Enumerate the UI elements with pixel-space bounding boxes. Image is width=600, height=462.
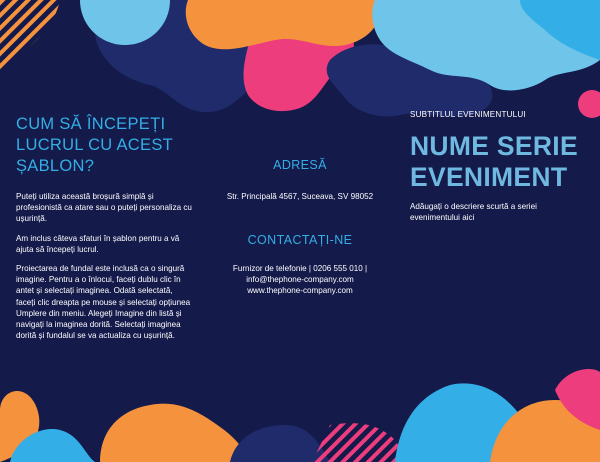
intro-paragraph: Puteți utiliza această broșură simplă și profesionistă ca atare sau o puteți personaliza cu ușurință. bbox=[16, 192, 192, 224]
contact-heading: CONTACTAȚI-NE bbox=[247, 233, 353, 247]
tips-paragraph: Am inclus câteva sfaturi în șablon pentru a vă ajuta să începeți lucrul. bbox=[16, 233, 180, 254]
right-panel bbox=[410, 110, 585, 223]
left-panel bbox=[16, 114, 192, 349]
orange-blob-bottom bbox=[100, 404, 250, 462]
stripes-top-left bbox=[0, 0, 60, 70]
background-instructions-paragraph: Proiectarea de fundal este inclusă ca o singură imagine. Pentru a o înlocui, faceți dublu clic în antet și selectați imaginea. Odată selectată, faceți clic dreapta pe mouse și selectați opțiunea Umplere din meniu. Alegeți Imagine din listă și navigați la imaginea dorită. Selectați imaginea dorită și fundalul se va actualiza cu ușurință. bbox=[16, 264, 191, 341]
contact-email: info@thephone-company.com bbox=[246, 275, 354, 284]
contact-website: www.thephone-company.com bbox=[247, 286, 353, 295]
stripes-bottom-middle bbox=[312, 423, 410, 462]
event-subtitle: SUBTITLUL EVENIMENTULUI bbox=[410, 110, 526, 119]
address-text: Str. Principală 4567, Suceava, SV 98052 bbox=[226, 192, 374, 201]
event-description: Adăugați o descriere scurtă a seriei evenimentului aici bbox=[410, 202, 537, 223]
template-heading: CUM SĂ ÎNCEPEȚI LUCRUL CU ACEST ȘABLON? bbox=[16, 115, 173, 175]
contact-phone: Furnizor de telefonie | 0206 555 010 | bbox=[232, 264, 368, 273]
address-heading: ADRESĂ bbox=[273, 158, 327, 172]
event-title: NUME SERIE EVENIMENT bbox=[410, 131, 578, 192]
